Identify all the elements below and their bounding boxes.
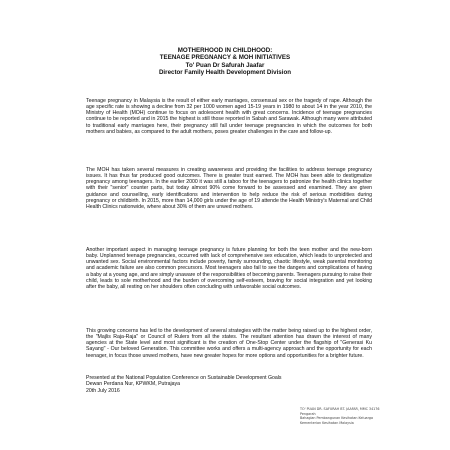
stamp-ministry: Kementerian Kesihatan Malaysia bbox=[300, 420, 354, 425]
document-header bbox=[0, 47, 450, 77]
signature-stamp bbox=[300, 407, 410, 425]
author-name: To' Puan Dr Safurah Jaafar bbox=[185, 61, 265, 69]
paragraph-text: The MOH has taken several measures in creating awareness and providing the facilities to address teenage pregnancy issues. It has thus far produced good outcomes. There is greater trust earned. The MOH has been able to destigmatize pregnancy among teenagers. In the earlier 2000 it was still a taboo for the teenagers to patronize the health clinics together with their "senior" counter parts, but today almost 90% come forward to be assessed and examined. They are given guidance and counselling, early identifications and intervention to help reduce the risk of serious morbidities during pregnancy or childbirth. In 2015, more than 14,000 girls under the age of 19 attende the Health Ministry's Maternal and Child Health Clinics nationwide, where about 30% of them are unwed mothers. bbox=[86, 167, 372, 210]
footer-event: Presented at the National Population Conference on Sustainable Development Goals bbox=[86, 375, 282, 381]
body-paragraph-1 bbox=[86, 98, 372, 135]
stamp-name: TO' PUAN DR. SAFURAH BT. JAAFAR, MMC 34176 bbox=[300, 407, 380, 411]
paragraph-text: This growing concerns has led to the development of several strategies with the matter being raised up to the highest order, the "Majlis Raja-Raja" or Council of Rulers from all the states. The resultant attention has drawn the interest of many agencies at the State level and most significant is the creation of One-Stop Center under the flagship of "Generasi Ku Sayang" - Our beloved Generation. This committee works and offers a multi-agency approach and the opportunity for each teenager, in focus those unwed mothers, have new greater hopes for more options and opportunities for a brighter future. bbox=[86, 328, 372, 359]
stamp-division: Bahagian Pembangunan Kesihatan Keluarga bbox=[300, 416, 373, 420]
body-paragraph-3 bbox=[86, 247, 372, 290]
title-line-2: TEENAGE PREGNANCY & MOH INITIATIVES bbox=[159, 54, 291, 62]
body-paragraph-2 bbox=[86, 167, 372, 210]
paragraph-text: Teenage pregnancy in Malaysia is the result of either early marriages, consensual sex or the tragedy of rape. Although the age specific rate is showing a decline from 32 per 1000 women aged 15-19 years in 1980 to about 14 in the year 2010, the Ministry of Health (MOH) continue to focus on adolescent health with great concerns. Incidence of teenage pregnancies continue to be reported and in 2015 the highest is still those reported in Sabah and Sarawak. Although many were attributed to traditional early marriages here, their pregnancy still fall under teenage pregnancies in which the outcomes for both mothers and babies, as compared to the adult mothers, poses greater challenges in the care and follow-up. bbox=[86, 98, 372, 135]
paragraph-text: Another important aspect in managing teenage pregnancy is future planning for both the teen mother and the new-born baby. Unplanned teenage pregnancies, occurred with lack of comprehensive sex education, which leads to unprotected and unwanted sex. Social environmental factors include poverty, family surrounding, chaotic lifestyle, weak parental monitoring and academic failure are also common precursors. Most teenagers also fail to see the dangers and complications of having a baby at a young age, and are simply unaware of the responsibilities of becoming parents. Teenagers pursuing to raise their child, leads to sole motherhood and the burden of overcoming self-esteem, braving for social integration and yet looking after the baby, all resting on her shoulders often concluding with unfavorable social outcomes. bbox=[86, 247, 372, 290]
body-paragraph-4 bbox=[86, 328, 372, 359]
footer-venue: Dewan Perdana Nur, KPWKM, Putrajaya bbox=[86, 381, 180, 388]
footer-date: 20th July 2016 bbox=[86, 387, 120, 394]
stamp-title: Pengarah bbox=[300, 411, 316, 416]
title-line-1: MOTHERHOOD IN CHILDHOOD: bbox=[177, 47, 273, 54]
author-position: Director Family Health Development Division bbox=[158, 69, 292, 77]
presentation-footer bbox=[86, 375, 286, 394]
